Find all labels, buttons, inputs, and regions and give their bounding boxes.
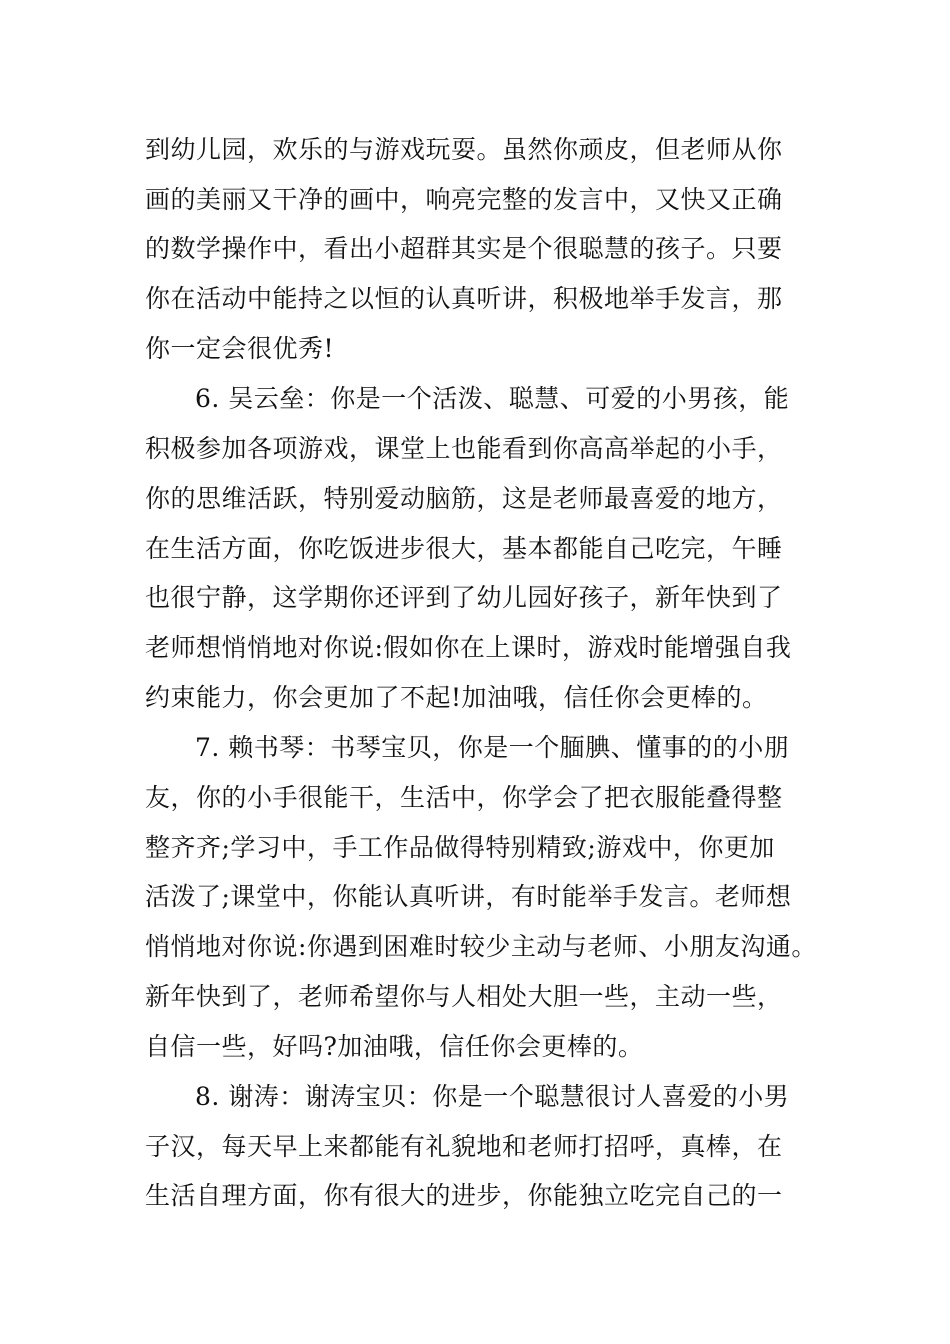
text-line: 子汉，每天早上来都能有礼貌地和老师打招呼，真棒，在 bbox=[145, 1132, 783, 1161]
text-line: 积极参加各项游戏，课堂上也能看到你高高举起的小手， bbox=[145, 434, 783, 463]
text-line: 在生活方面，你吃饭进步很大，基本都能自己吃完，午睡 bbox=[145, 534, 783, 563]
text-line: 也很宁静，这学期你还评到了幼儿园好孩子，新年快到了 bbox=[145, 583, 783, 612]
paragraph-item-8-start: 8. 谢涛：谢涛宝贝：你是一个聪慧很讨人喜爱的小男 bbox=[195, 1082, 790, 1111]
text-line: 生活自理方面，你有很大的进步，你能独立吃完自己的一 bbox=[145, 1181, 783, 1210]
text-line: 到幼儿园，欢乐的与游戏玩耍。虽然你顽皮，但老师从你 bbox=[145, 135, 783, 164]
text-line: 你在活动中能持之以恒的认真听讲，积极地举手发言，那 bbox=[145, 284, 783, 313]
text-line: 新年快到了，老师希望你与人相处大胆一些，主动一些， bbox=[145, 982, 783, 1011]
paragraph-item-7-start: 7. 赖书琴：书琴宝贝，你是一个腼腆、懂事的的小朋 bbox=[195, 733, 790, 762]
text-line: 老师想悄悄地对你说:假如你在上课时，游戏时能增强自我 bbox=[145, 633, 792, 662]
text-line: 的数学操作中，看出小超群其实是个很聪慧的孩子。只要 bbox=[145, 234, 783, 263]
text-line: 你的思维活跃，特别爱动脑筋，这是老师最喜爱的地方， bbox=[145, 484, 783, 513]
text-line: 约束能力，你会更加了不起!加油哦，信任你会更棒的。 bbox=[145, 683, 768, 712]
text-line: 画的美丽又干净的画中，响亮完整的发言中，又快又正确 bbox=[145, 185, 783, 214]
text-line: 悄悄地对你说:你遇到困难时较少主动与老师、小朋友沟通。 bbox=[145, 932, 817, 961]
paragraph-item-6-start: 6. 吴云垒：你是一个活泼、聪慧、可爱的小男孩，能 bbox=[195, 384, 790, 413]
text-line: 整齐齐;学习中，手工作品做得特别精致;游戏中，你更加 bbox=[145, 833, 775, 862]
text-line: 你一定会很优秀! bbox=[145, 334, 335, 363]
text-line: 友，你的小手很能干，生活中，你学会了把衣服能叠得整 bbox=[145, 783, 783, 812]
text-line: 活泼了;课堂中，你能认真听讲，有时能举手发言。老师想 bbox=[145, 882, 792, 911]
text-line: 自信一些，好吗?加油哦，信任你会更棒的。 bbox=[145, 1032, 644, 1061]
